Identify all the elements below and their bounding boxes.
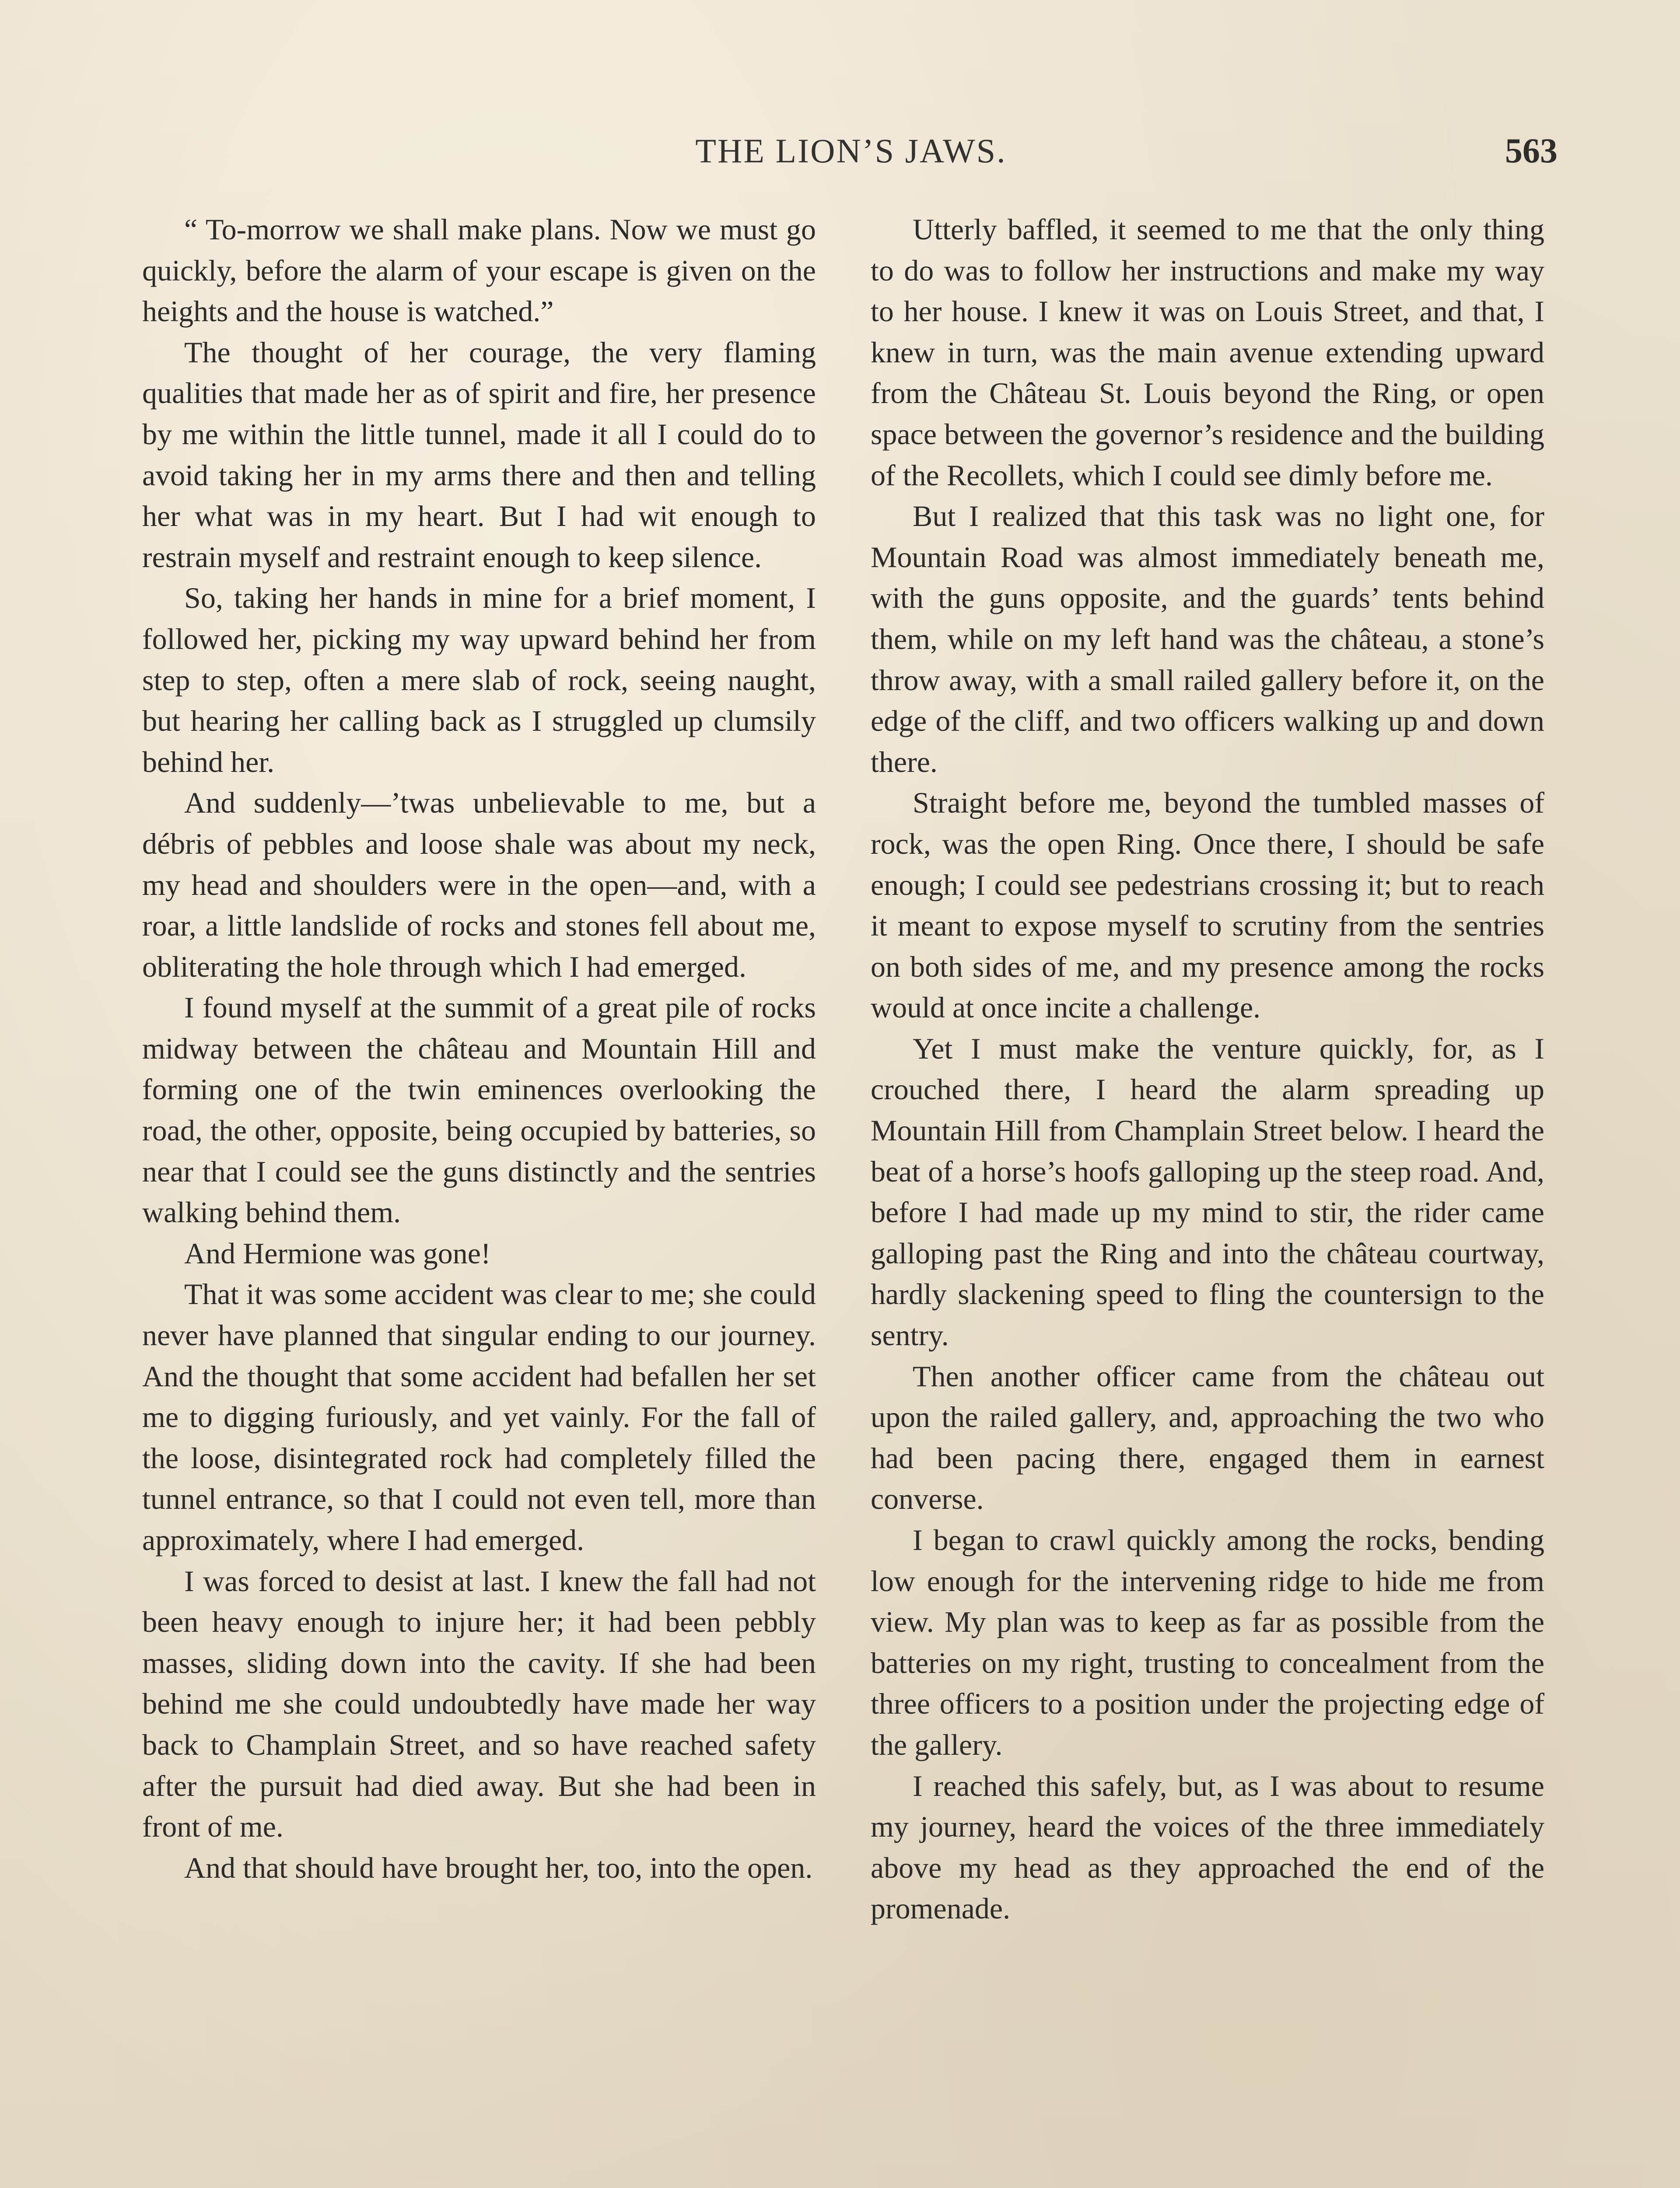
paragraph: Utterly baffled, it seemed to me that the only thing to do was to follow her instructions and make my way to her house. I knew it was on Louis Street, and that, I knew in turn, was the main avenue extending upward from the Château St. Louis beyond the Ring, or open space between the governor’s residence and the building of the Recollets, which I could see dimly before me. (871, 213, 1544, 492)
text-columns (142, 209, 1544, 1929)
paragraph: So, taking her hands in mine for a brief moment, I followed her, picking my way upward behind her from step to step, often a mere slab of rock, seeing naught, but hearing her calling back as I struggled up clumsily behind her. (142, 581, 816, 778)
paragraph: Then another officer came from the château out upon the railed gallery, and, approaching the two who had been pacing there, engaged them in earnest converse. (871, 1359, 1544, 1516)
page-number: 563 (1505, 132, 1558, 170)
paragraph: I reached this safely, but, as I was about to resume my journey, heard the voices of the three immediately above my head as they approached the end of the promenade. (871, 1769, 1544, 1925)
paragraph: That it was some accident was clear to me; she could never have planned that singular ending to our journey. And the thought that some accident had befallen her set me to digging furiously, and yet vainly. For the fall of the loose, disintegrated rock had completely filled the tunnel entrance, so that I could not even tell, more than approximately, where I had emerged. (142, 1277, 816, 1557)
paragraph: And suddenly—’twas unbelievable to me, but a débris of pebbles and loose shale was about my neck, my head and shoulders were in the open—and, with a roar, a little landslide of rocks and stones fell about me, obliterating the hole through which I had emerged. (142, 786, 816, 983)
paragraph: But I realized that this task was no light one, for Mountain Road was almost immediately beneath me, with the guns opposite, and the guards’ tents behind them, while on my left hand was the château, a stone’s throw away, with a small railed gallery before it, on the edge of the cliff, and two officers walking up and down there. (871, 499, 1544, 778)
paragraph: Yet I must make the venture quickly, for, as I crouched there, I heard the alarm spreading up Mountain Hill from Champlain Street below. I heard the beat of a horse’s hoofs galloping up the steep road. And, before I had made up my mind to stir, the rider came galloping past the Ring and into the château courtway, hardly slackening speed to fling the countersign to the sentry. (871, 1031, 1544, 1352)
right-column (871, 209, 1544, 1929)
paragraph: And that should have brought her, too, into the open. (184, 1851, 813, 1884)
page-header (144, 131, 1558, 184)
left-column (142, 209, 816, 1929)
running-title: THE LION’S JAWS. (695, 132, 1007, 170)
paragraph: I began to crawl quickly among the rocks, bending low enough for the intervening ridge to hide me from view. My plan was to keep as far as possible from the batteries on my right, trusting to concealment from the three officers to a position under the projecting edge of the gallery. (871, 1523, 1544, 1761)
paragraph: Straight before me, beyond the tumbled masses of rock, was the open Ring. Once there, I should be safe enough; I could see pedestrians crossing it; but to reach it meant to expose myself to scrutiny from the sentries on both sides of me, and my presence among the rocks would at once incite a challenge. (871, 786, 1544, 1024)
paragraph: The thought of her courage, the very flaming qualities that made her as of spirit and fire, her presence by me within the little tunnel, made it all I could do to avoid taking her in my arms there and then and telling her what was in my heart. But I had wit enough to restrain myself and restraint enough to keep silence. (142, 335, 816, 574)
paragraph: I was forced to desist at last. I knew the fall had not been heavy enough to injure her; it had been pebbly masses, sliding down into the cavity. If she had been behind me she could undoubtedly have made her way back to Champlain Street, and so have reached safety after the pursuit had died away. But she had been in front of me. (142, 1564, 816, 1844)
paragraph: And Hermione was gone! (184, 1236, 491, 1270)
paragraph: “ To-morrow we shall make plans. Now we must go quickly, before the alarm of your escape is given on the heights and the house is watched.” (142, 213, 816, 328)
paragraph: I found myself at the summit of a great pile of rocks midway between the château and Mountain Hill and forming one of the twin eminences overlooking the road, the other, opposite, being occupied by batteries, so near that I could see the guns distinctly and the sentries walking behind them. (142, 991, 816, 1229)
